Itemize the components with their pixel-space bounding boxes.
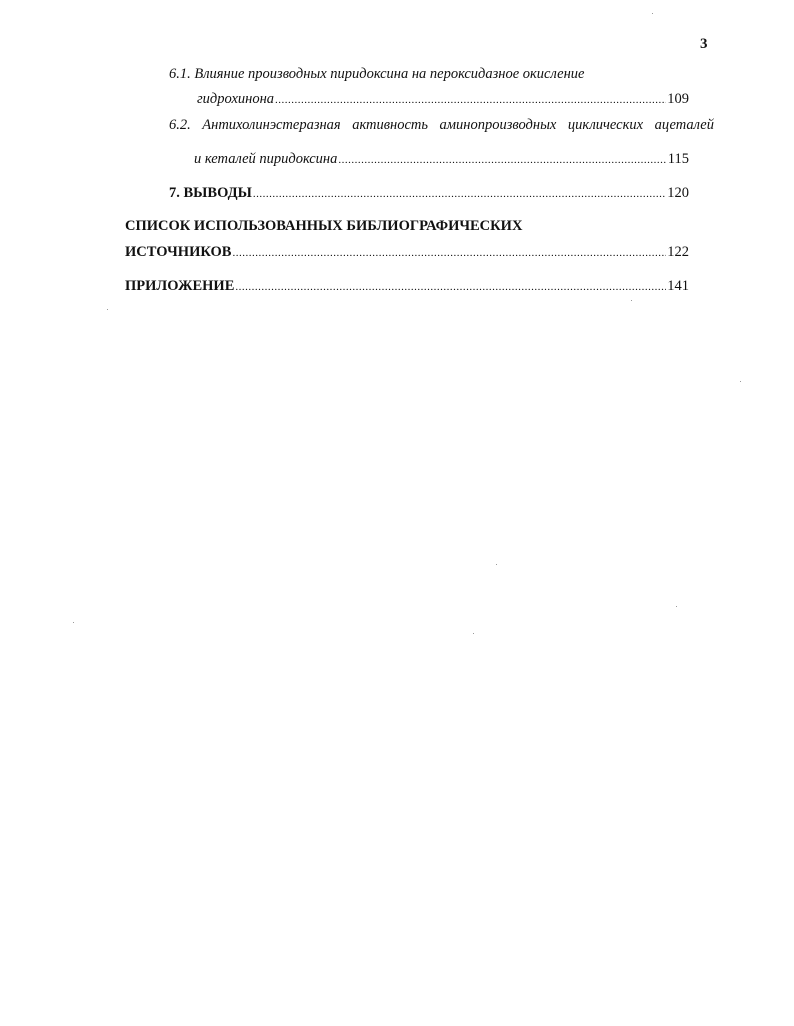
leader-dots [275,95,666,106]
toc-references-page: 122 [667,244,689,260]
toc-entry-6-2-page: 115 [667,151,689,167]
toc-entry-6-1-title: 6.1. Влияние производных пиридоксина на пероксидазное окисление [169,66,585,82]
scan-speck [676,606,677,607]
scan-speck [652,13,653,14]
toc-appendix-title: ПРИЛОЖЕНИЕ [125,278,235,294]
leader-dots [232,248,666,259]
scan-speck [740,381,741,382]
toc-entry-6-1-page: 109 [667,91,689,107]
toc-appendix-page: 141 [667,278,689,294]
toc-references[interactable] [125,244,689,261]
scan-speck [73,622,74,623]
leader-dots [338,155,666,166]
toc-entry-6-2-title-cont: и кеталей пиридоксина [194,151,338,167]
toc-appendix[interactable] [125,278,689,295]
scan-speck [473,633,474,634]
scan-speck [496,564,497,565]
page-number: 3 [700,36,708,52]
scan-speck [107,309,108,310]
toc-entry-7-title: 7. ВЫВОДЫ [169,185,252,201]
toc-entry-7[interactable] [169,185,689,202]
leader-dots [253,189,666,200]
toc-references-title-cont: ИСТОЧНИКОВ [125,244,232,260]
toc-references-title: СПИСОК ИСПОЛЬЗОВАННЫХ БИБЛИОГРАФИЧЕСКИХ [125,218,523,234]
toc-entry-7-page: 120 [667,185,689,201]
toc-entry-6-2[interactable] [194,151,689,168]
scan-speck [631,300,632,301]
leader-dots [235,282,666,293]
toc-entry-6-1-title-cont: гидрохинона [197,91,275,107]
toc-entry-6-2-title: 6.2. Антихолинэстеразная активность аминопроизводных циклических ацеталей [169,117,714,133]
toc-entry-6-1[interactable] [197,91,689,108]
